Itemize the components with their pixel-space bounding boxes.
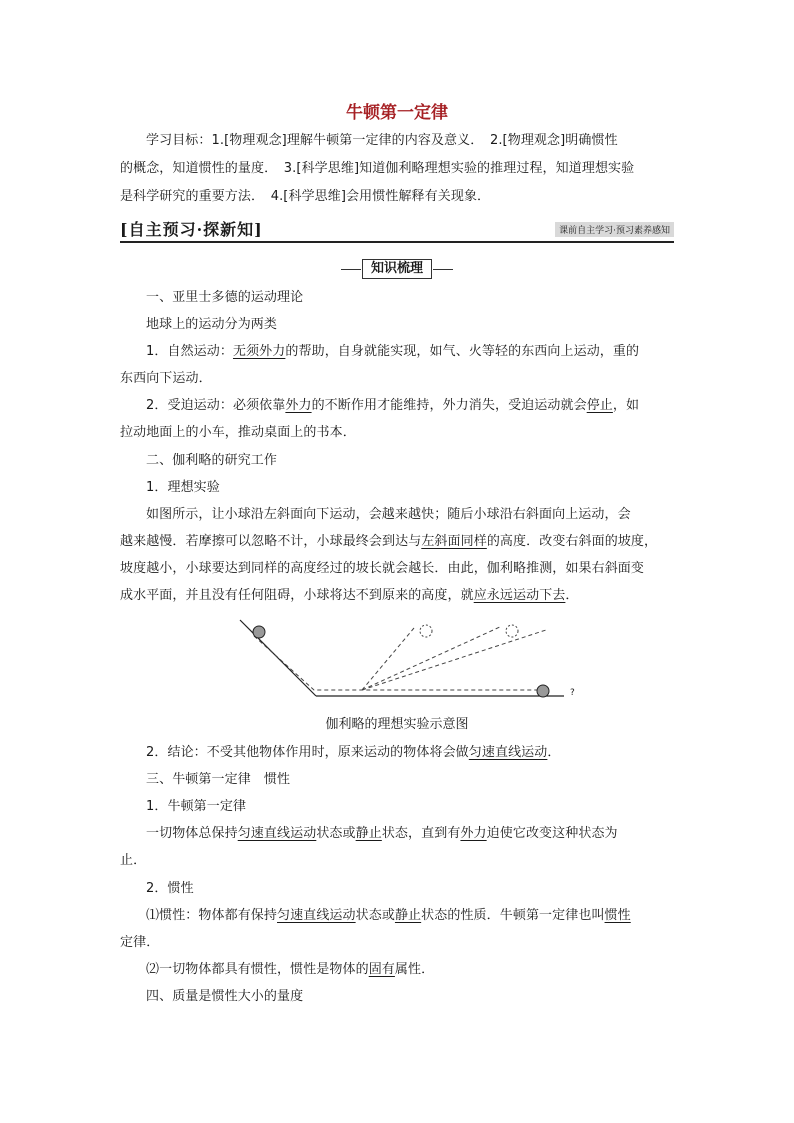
blank-answer: 停止 (586, 398, 613, 413)
s3-sub1: 1．牛顿第一定律 (146, 799, 247, 814)
s1-item1-cont: 东西向下运动． (120, 371, 212, 386)
s2-heading: 二、伽利略的研究工作 (146, 453, 278, 468)
knowledge-badge-label: 知识梳理 (370, 261, 423, 276)
knowledge-badge (362, 259, 432, 279)
s2-conclusion: 2．结论：不受其他物体作用时，原来运动的物体将会做匀速直线运动． (146, 745, 561, 760)
right-slope-medium (362, 626, 502, 690)
s3-law: 一切物体总保持匀速直线运动状态或静止状态，直到有外力迫使它改变这种状态为 (146, 826, 618, 841)
s2-para-line-3: 坡度越小，小球要达到同样的高度经过的坡长就会越长．由此，伽利略推测，如果右斜面变 (120, 561, 645, 576)
knowledge-badge-wrap (120, 257, 674, 279)
blank-answer: 惯性 (604, 908, 631, 923)
right-slope-steep (362, 628, 414, 690)
s2-para-line-2: 越来越慢．若摩擦可以忽略不计，小球最终会到达与左斜面同样的高度．改变右斜面的坡度， (120, 534, 658, 549)
objectives-line-1: 学习目标：1.[物理观念]理解牛顿第一定律的内容及意义． 2.[物理观念]明确惯性 (146, 133, 618, 148)
s1-item2: 2．受迫运动：必须依靠外力的不断作用才能维持，外力消失，受迫运动就会停止，如 (146, 398, 640, 413)
s1-item2-cont: 拉动地面上的小车，推动桌面上的书本． (120, 425, 356, 440)
s3-inertia-1-cont: 定律． (120, 935, 160, 950)
blank-answer: 静止 (394, 908, 422, 923)
ball-start (253, 626, 265, 638)
blank-answer: 外力 (285, 398, 312, 413)
s3-heading: 三、牛顿第一定律 惯性 (146, 772, 291, 787)
diagram-caption: 伽利略的理想实验示意图 (325, 717, 469, 732)
s1-heading: 一、亚里士多德的运动理论 (146, 290, 304, 305)
ball-end (537, 685, 549, 697)
badge-rule-left (341, 269, 361, 270)
section-header (120, 217, 674, 243)
s2-sub1: 1．理想实验 (146, 480, 220, 495)
left-slope-surface (240, 620, 316, 696)
s3-inertia-1: ⑴惯性：物体都有保持匀速直线运动状态或静止状态的性质．牛顿第一定律也叫惯性 (146, 908, 631, 923)
blank-answer: 应永远运动下去 (473, 588, 566, 603)
blank-answer: 匀速直线运动 (237, 826, 317, 841)
right-slope-gentle (362, 630, 546, 690)
blank-answer: 固有 (368, 962, 395, 977)
blank-answer: 匀速直线运动 (277, 908, 356, 923)
section-subtitle: 课前自主学习·预习素养感知 (555, 222, 674, 237)
page-title: 牛顿第一定律 (346, 103, 448, 123)
blank-answer: 外力 (460, 826, 487, 841)
ball-ghost-medium (506, 625, 518, 637)
blank-answer: 静止 (355, 826, 382, 841)
s2-para-line-4: 成水平面，并且没有任何阻碍，小球将达不到原来的高度，就应永远运动下去． (120, 588, 579, 603)
badge-rule-right (433, 269, 453, 270)
objectives-line-3: 是科学研究的重要方法． 4.[科学思维]会用惯性解释有关现象． (120, 189, 491, 204)
s3-sub2: 2．惯性 (146, 881, 194, 896)
galileo-experiment-diagram (234, 618, 584, 710)
section-title: [自主预习·探新知] (120, 220, 263, 239)
blank-answer: 左斜面同样 (421, 534, 487, 549)
blank-answer: 无须外力 (232, 344, 286, 359)
ball-path-horizontal (254, 636, 539, 690)
s2-para-line-1: 如图所示，让小球沿左斜面向下运动，会越来越快；随后小球沿右斜面向上运动，会 (146, 507, 631, 522)
blank-answer: 匀速直线运动 (468, 745, 548, 760)
s3-law-cont: 止． (120, 853, 147, 868)
s1-intro: 地球上的运动分为两类 (146, 317, 278, 332)
objectives-line-2: 的概念，知道惯性的量度． 3.[科学思维]知道伽利略理想实验的推理过程，知道理想实验 (120, 161, 635, 176)
ball-ghost-steep (420, 625, 432, 637)
s1-item1: 1．自然运动：无须外力的帮助，自身就能实现，如气、火等轻的东西向上运动，重的 (146, 344, 640, 359)
diagram-question-mark: ? (570, 688, 575, 698)
s4-heading: 四、质量是惯性大小的量度 (146, 989, 304, 1004)
s3-inertia-2: ⑵一切物体都具有惯性，惯性是物体的固有属性． (146, 962, 435, 977)
